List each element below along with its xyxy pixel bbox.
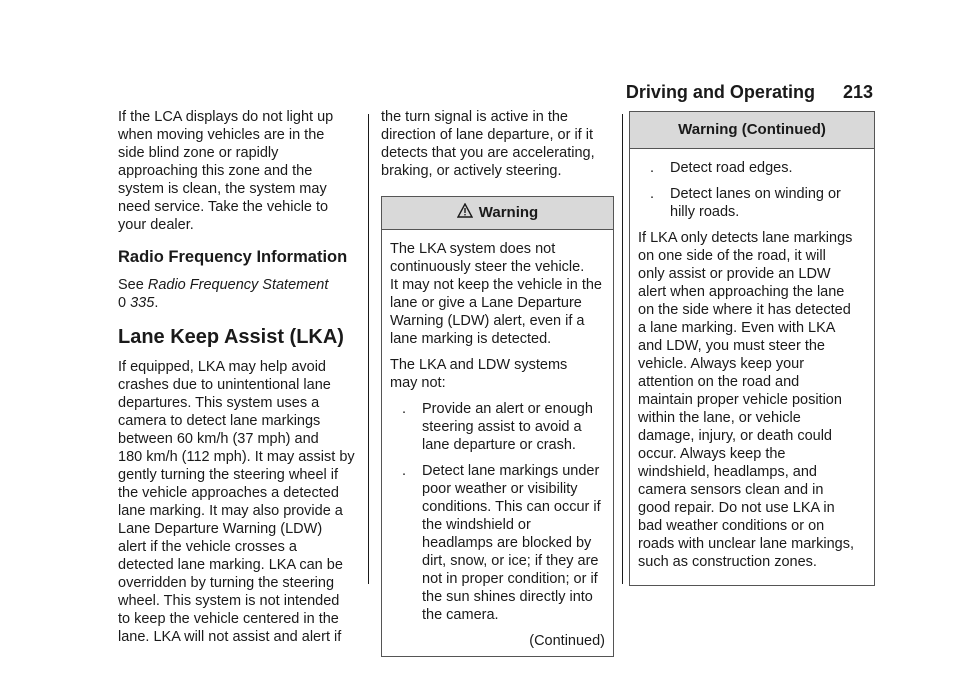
radio-frequency-heading: Radio Frequency Information	[118, 248, 348, 266]
see-prefix: See	[118, 277, 144, 293]
page-header	[626, 82, 873, 103]
warning-continued-title: Warning (Continued)	[678, 121, 826, 138]
lka-heading: Lane Keep Assist (LKA)	[118, 326, 344, 348]
warning-continued-header	[630, 112, 874, 149]
warning-body	[382, 230, 613, 656]
column-divider-2	[622, 114, 623, 584]
column-1	[118, 108, 358, 652]
list-item	[390, 400, 605, 454]
warning-continued-body	[630, 149, 874, 585]
bullet-mark: .	[402, 463, 407, 479]
column-divider-1	[368, 114, 369, 584]
list-item	[638, 159, 866, 177]
bullet-mark: .	[402, 401, 407, 417]
warning-continued-box	[629, 111, 875, 586]
bullet-text: Detect lanes on winding or hilly roads.	[670, 186, 841, 220]
column-2	[381, 108, 614, 657]
bullet-text: Detect road edges.	[670, 160, 793, 176]
bullet-text: Detect lane markings under poor weather or visibility conditions. This can occur if the windshield or headlamps are blocked by dirt, snow, or ice; if they are not in proper condition; or if the sun shines directly into the camera.	[422, 463, 601, 623]
see-reference-page: 335	[130, 295, 155, 311]
bullet-mark: .	[650, 160, 655, 176]
column-3	[629, 111, 875, 586]
warning-title: Warning	[478, 204, 539, 221]
page-number: 213	[842, 82, 873, 102]
page-ref-symbol: 0	[118, 295, 127, 311]
warning-box	[381, 196, 614, 657]
see-reference-title: Radio Frequency Statement	[147, 277, 329, 293]
radio-frequency-reference: See Radio Frequency Statement 0 335.	[118, 277, 329, 311]
lka-body-paragraph: If equipped, LKA may help avoid crashes due to unintentional lane departures. This system uses a camera to detect lane markings between 60 km/h (37 mph) and 180 km/h (112 mph). It may assist by gently turning the steering wheel if the vehicle approaches a detected lane marking. It may also provide a Lane Departure Warning (LDW) alert if the vehicle crosses a detected lane marking. LKA can be overridden by turning the steering wheel. This system is not intended to keep the vehicle centered in the lane. LKA will not assist and alert if	[118, 359, 355, 645]
section-title: Driving and Operating	[625, 82, 815, 102]
list-item	[390, 462, 605, 624]
warning-header	[382, 197, 613, 230]
warning-paragraph-2: The LKA and LDW systems may not:	[390, 357, 568, 391]
bullet-mark: .	[650, 186, 655, 202]
bullet-text: Provide an alert or enough steering assist to avoid a lane departure or crash.	[422, 401, 593, 453]
warning-paragraph-1: The LKA system does not continuously steer the vehicle. It may not keep the vehicle in the lane or give a Lane Departure Warning (LDW) alert, even if a lane marking is detected.	[390, 241, 602, 347]
continued-label: (Continued)	[529, 633, 605, 649]
warning-icon	[457, 203, 473, 223]
lka-limitations-paragraph: If LKA only detects lane markings on one side of the road, it will only assist or provide an LDW alert when approaching the lane on the side where it has detected a lane marking. Even with LKA and LDW, you must steer the vehicle. Always keep your attention on the road and maintain proper vehicle position within the lane, or vehicle damage, injury, or death could occur. Always keep the windshield, headlamps, and camera sensors clean and in good repair. Do not use LKA in bad weather conditions or on roads with unclear lane markings, such as construction zones.	[638, 230, 854, 570]
turn-signal-paragraph: the turn signal is active in the direction of lane departure, or if it detects that you are accelerating, braking, or actively steering.	[381, 109, 595, 179]
list-item	[638, 185, 866, 221]
lca-service-paragraph: If the LCA displays do not light up when moving vehicles are in the side blind zone or rapidly approaching this zone and the system is clean, the system may need service. Take the vehicle to your dealer.	[118, 109, 334, 233]
